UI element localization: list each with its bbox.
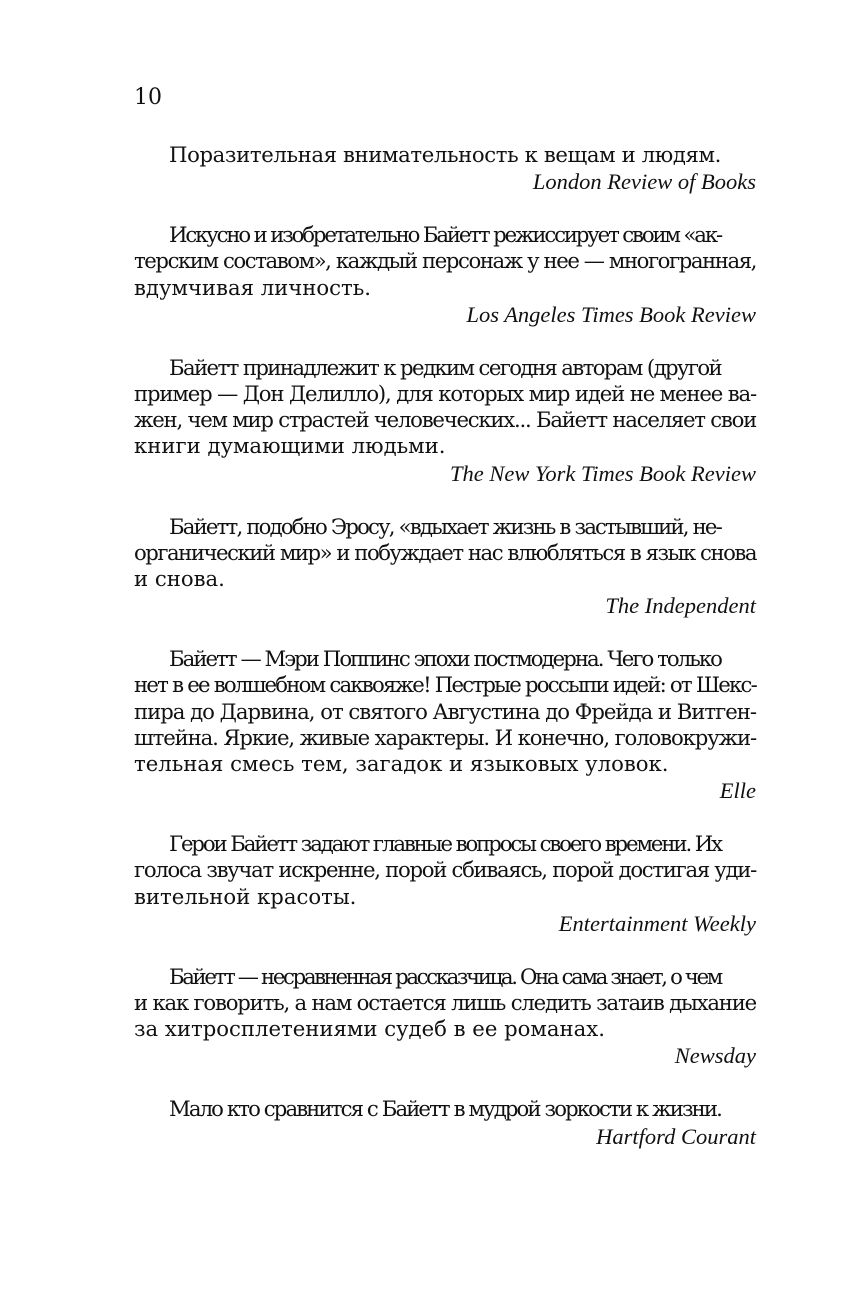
quote-line: за хитросплетениями судеб в ее романах. [134, 1016, 605, 1042]
quote-line: тельная смесь тем, загадок и языковых уловок. [134, 751, 669, 777]
review-quote [134, 222, 756, 328]
quote-line: пира до Дарвина, от святого Августина до Фрейда и Витген- [134, 698, 757, 724]
quote-line: органический мир» и побуждает нас влюбляться в язык снова [134, 539, 757, 565]
review-quote [134, 831, 756, 937]
reviews-list [134, 142, 756, 1177]
quote-line: Байетт, подобно Эросу, «вдыхает жизнь в застывший, не- [169, 513, 721, 539]
quote-line: жен, чем мир страстей человеческих... Байетт населяет свои [134, 407, 757, 433]
review-quote [134, 646, 756, 804]
quote-text [134, 964, 756, 1043]
quote-source: Elle [719, 778, 756, 804]
quote-text [134, 514, 756, 593]
review-quote [134, 964, 756, 1070]
quote-line: нет в ее волшебном саквояже! Пестрые россыпи идей: от Шекс- [134, 672, 757, 698]
quote-source: The New York Times Book Review [449, 460, 756, 486]
quote-line: книги думающими людьми. [134, 433, 446, 459]
quote-line: Мало кто сравнится с Байетт в мудрой зоркости к жизни. [169, 1096, 721, 1122]
quote-text [134, 355, 756, 460]
quote-source: Hartford Courant [596, 1123, 756, 1149]
quote-text [134, 831, 756, 910]
quote-line: Герои Байетт задают главные вопросы своего времени. Их [169, 831, 722, 857]
quote-text [134, 222, 756, 301]
quote-line: Поразительная внимательность к вещам и людям. [169, 142, 721, 167]
quote-line: Байетт — несравненная рассказчица. Она сама знает, о чем [169, 963, 721, 989]
quote-source: London Review of Books [532, 169, 756, 195]
review-quote [134, 514, 756, 620]
quote-line: Искусно и изобретательно Байетт режиссирует своим «ак- [169, 222, 721, 248]
quote-source: The Independent [605, 593, 756, 619]
quote-line: и снова. [134, 566, 225, 592]
quote-line: Байетт — Мэри Поппинс эпохи постмодерна. Чего только [169, 646, 721, 672]
quote-line: вительной красоты. [134, 883, 357, 909]
quote-line: Байетт принадлежит к редким сегодня авторам (другой [169, 354, 722, 380]
quote-line: и как говорить, а нам остается лишь следить затаив дыхание [134, 990, 756, 1016]
quote-source: Entertainment Weekly [558, 910, 756, 936]
review-quote [134, 1096, 756, 1149]
quote-line: терским составом», каждый персонаж у нее — многогранная, [134, 248, 756, 274]
page-number: 10 [134, 85, 162, 110]
review-quote [134, 355, 756, 487]
quote-line: вдумчивая личность. [134, 274, 372, 300]
quote-line: голоса звучат искренне, порой сбиваясь, порой достигая уди- [134, 857, 757, 883]
quote-source: Newsday [674, 1043, 756, 1069]
review-quote [134, 142, 756, 195]
quote-source: Los Angeles Times Book Review [466, 301, 756, 327]
quote-text [134, 1096, 756, 1122]
quote-line: штейна. Яркие, живые характеры. И конечно, головокружи- [134, 724, 757, 750]
quote-text [134, 646, 756, 777]
quote-text [134, 142, 756, 168]
quote-line: пример — Дон Делилло), для которых мир идей не менее ва- [134, 381, 757, 407]
